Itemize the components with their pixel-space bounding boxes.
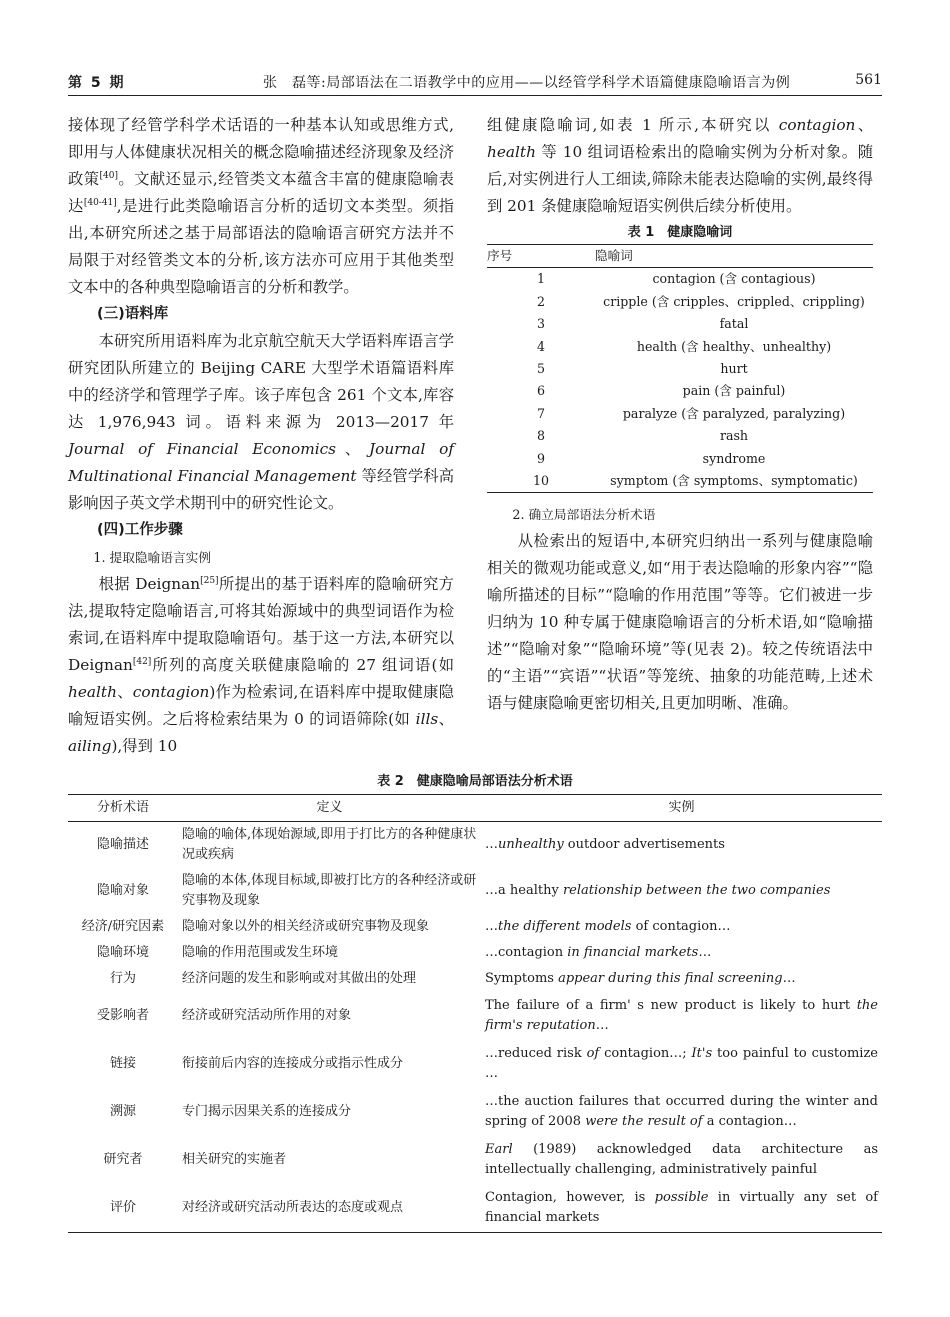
right-column: [487, 112, 873, 717]
table1-header-word: 隐喻词: [595, 245, 873, 268]
table1-header-row: [487, 245, 873, 268]
table2-header-example: 实例: [481, 795, 882, 822]
paragraph-continuation: 接体现了经管学科学术话语的一种基本认知或思维方式,即用与人体健康状况相关的概念隐喻描述经济现象及经济政策[40]。文献还显示,经管类文本蕴含丰富的健康隐喻表达[40-41],是进行此类隐喻语言分析的适切文本类型。须指出,本研究所述之基于局部语法的隐喻语言研究方法并不局限于对经管类文本的分析,该方法亦可应用于其他类型文本中的各种典型隐喻语言的分析和教学。: [68, 116, 454, 296]
header-rule: [68, 95, 882, 96]
table1-header-no: 序号: [487, 245, 595, 268]
table1: [487, 244, 873, 493]
section-heading-steps: (四)工作步骤: [97, 522, 183, 538]
table-row: 研究者 相关研究的实施者 Earl (1989) acknowledged data architecture as intellectually challenging, administratively painful: [103, 1142, 878, 1177]
table-row: 行为 经济问题的发生和影响或对其做出的处理 Symptoms appear during this final screening…: [109, 970, 796, 986]
table-row: 10 symptom (含 symptoms、symptomatic): [487, 470, 873, 493]
table-row: 1 contagion (含 contagious): [536, 271, 816, 287]
running-title: 张 磊等:局部语法在二语教学中的应用——以经管学科学术语篇健康隐喻语言为例: [263, 75, 791, 91]
table-row: 隐喻环境 隐喻的作用范围或发生环境 …contagion in financial markets…: [96, 944, 712, 960]
table-row: 3 fatal: [536, 316, 749, 332]
table-row: 5 hurt: [536, 361, 748, 377]
table-row: 溯源 专门揭示因果关系的连接成分 …the auction failures that occurred during the winter and spring of 2008 were the result of a contagion…: [109, 1094, 878, 1129]
table-row: 经济/研究因素 隐喻对象以外的相关经济或研究事物及现象 …the different models of contagion…: [81, 918, 731, 934]
running-header: [68, 68, 882, 94]
table-row: 2 cripple (含 cripples、crippled、crippling): [536, 293, 865, 309]
left-column: [68, 112, 454, 760]
citation[interactable]: [40-41]: [83, 198, 117, 208]
table-row: 9 syndrome: [536, 450, 766, 466]
paragraph-step1: 根据 Deignan[25]所提出的基于语料库的隐喻研究方法,提取特定隐喻语言,可将其始源域中的典型词语作为检索词,在语料库中提取隐喻语句。基于这一方法,本研究以 Deignan[42]所列的高度关联健康隐喻的 27 组词语(如 health、contagion)作为检索词,在语料库中提取健康隐喻短语实例。之后将检索结果为 0 的词语筛除(如 ills、ailing),得到 10: [68, 575, 454, 755]
subheading-step2: 2. 确立局部语法分析术语: [512, 507, 656, 523]
section-heading-corpus: (三)语料库: [97, 306, 169, 322]
paragraph-continuation-right: 组健康隐喻词,如表 1 所示,本研究以 contagion、health 等 10 组词语检索出的隐喻实例为分析对象。随后,对实例进行人工细读,筛除未能表达隐喻的实例,最终得到 201 条健康隐喻短语实例供后续分析使用。: [487, 116, 873, 215]
table-row: 评价 对经济或研究活动所表达的态度或观点 Contagion, however, is possible in virtually any set of financial markets: [68, 1184, 882, 1233]
table2-header-def: 定义: [178, 795, 481, 822]
citation[interactable]: [42]: [132, 657, 152, 667]
table-row: 链接 衔接前后内容的连接成分或指示性成分 …reduced risk of contagion…; It's too painful to customize …: [109, 1046, 878, 1081]
table2: [68, 794, 882, 1233]
table1-caption: 表 1 健康隐喻词: [627, 225, 733, 240]
table-row: 隐喻对象 隐喻的本体,体现目标域,即被打比方的各种经济或研究事物及现象 …a healthy relationship between the two companies: [96, 873, 831, 908]
table-row: 6 pain (含 painful): [536, 383, 786, 399]
paragraph-corpus: 本研究所用语料库为北京航空航天大学语料库语言学研究团队所建立的 Beijing CARE 大型学术语篇语料库中的经济学和管理学子库。该子库包含 261 个文本,库容达 1,976,943 词。语料来源为 2013—2017 年 Journal of Financial Economics、Journal of Multinational Financial Management 等经管学科高影响因子英文学术期刊中的研究性论文。: [68, 332, 454, 512]
table-row: 8 rash: [536, 428, 749, 444]
subheading-step1: 1. 提取隐喻语言实例: [93, 550, 212, 565]
table-row: 7 paralyze (含 paralyzed, paralyzing): [536, 405, 846, 421]
table2-caption: 表 2 健康隐喻局部语法分析术语: [377, 774, 573, 789]
table-row: 隐喻描述 隐喻的喻体,体现始源域,即用于打比方的各种健康状况或疾病 …unhealthy outdoor advertisements: [96, 827, 725, 862]
table-row: 受影响者 经济或研究活动所作用的对象 The failure of a firm' s new product is likely to hurt the firm's reputation…: [96, 998, 878, 1033]
paragraph-step2: 从检索出的短语中,本研究归纳出一系列与健康隐喻相关的微观功能或意义,如“用于表达隐喻的形象内容”“隐喻所描述的目标”“隐喻的作用范围”等等。它们被进一步归纳为 10 种专属于健康隐喻语言的分析术语,如“隐喻描述”“隐喻对象”“隐喻环境”等(见表 2)。较之传统语法中的“主语”“宾语”“状语”等笼统、抽象的功能范畴,上述术语与健康隐喻更密切相关,且更加明晰、准确。: [487, 532, 873, 713]
page-number: 561: [855, 72, 882, 88]
table2-header-row: [68, 795, 882, 822]
citation[interactable]: [25]: [200, 576, 219, 586]
citation[interactable]: [40]: [99, 171, 118, 181]
table-row: 4 health (含 healthy、unhealthy): [536, 338, 832, 354]
issue-number: 第 5 期: [68, 75, 126, 91]
table2-header-term: 分析术语: [68, 795, 178, 822]
